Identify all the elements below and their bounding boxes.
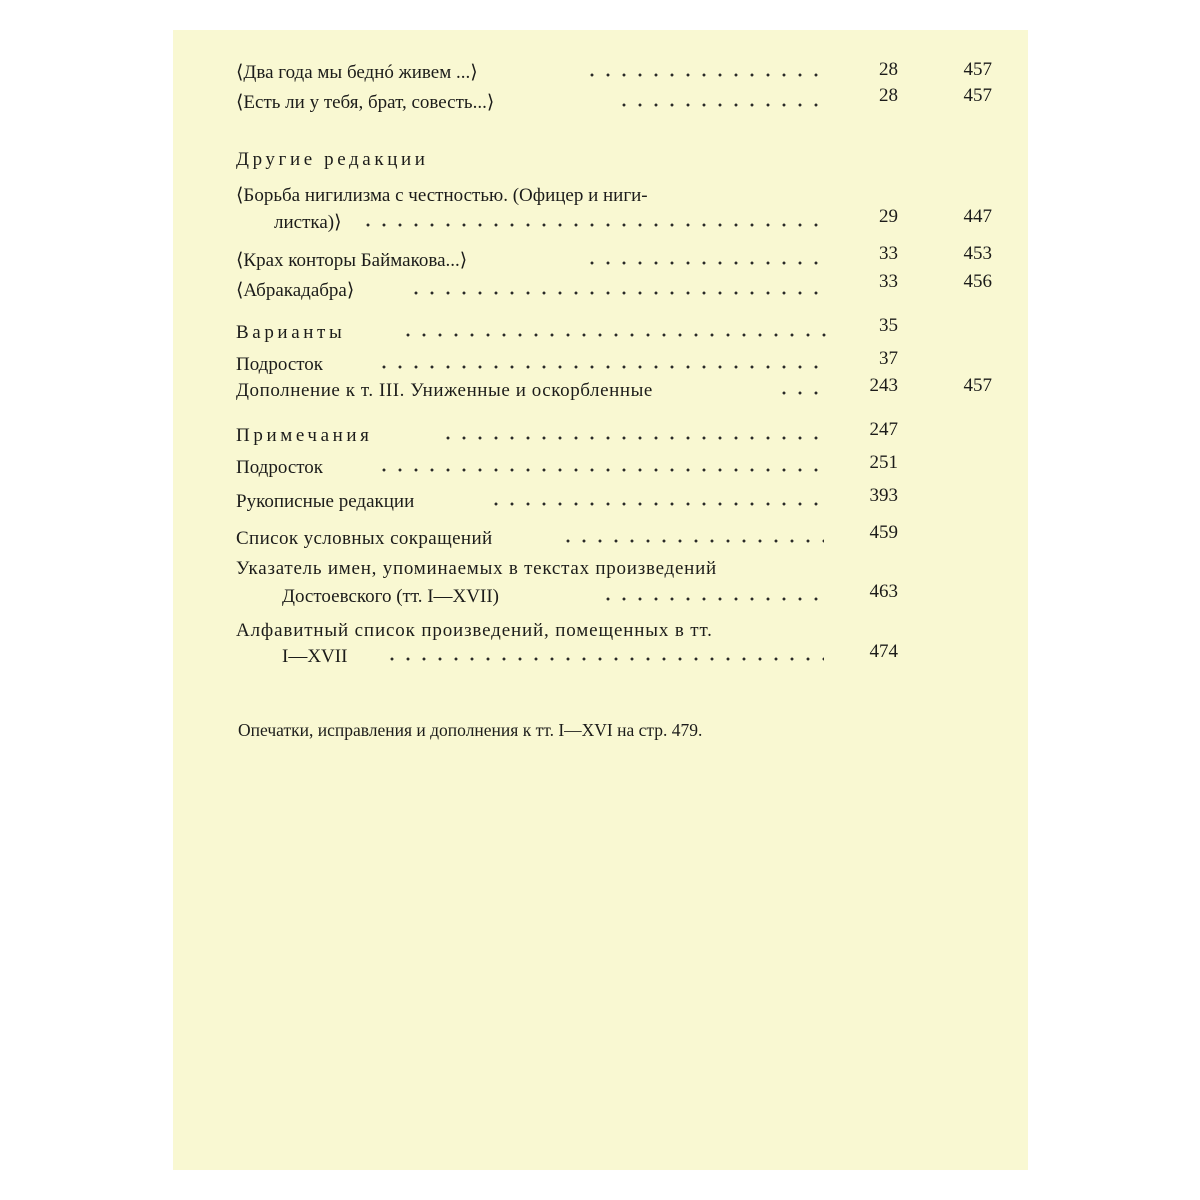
toc-entry-borba-title-line2: листка)⟩ bbox=[274, 212, 342, 233]
dot-leader bbox=[408, 290, 824, 296]
toc-entry-dopolnenie-title: Дополнение к т. III. Униженные и оскорбленные bbox=[236, 380, 653, 401]
toc-entry-est-li-page: 28 bbox=[879, 85, 898, 106]
toc-entry-abrakadabra-page: 33 bbox=[879, 271, 898, 292]
dot-leader bbox=[376, 364, 824, 370]
toc-entry-rukopisnye-page: 393 bbox=[869, 485, 898, 506]
toc-entry-ukazatel-title-line1: Указатель имен, упоминаемых в текстах произведений bbox=[236, 558, 717, 579]
dot-leader bbox=[584, 72, 824, 78]
toc-entry-krah-note-page: 453 bbox=[963, 243, 992, 264]
toc-entry-alfavit-page: 474 bbox=[869, 641, 898, 662]
errata-footnote: Опечатки, исправления и дополнения к тт. I—XVI на стр. 479. bbox=[238, 720, 703, 740]
toc-entry-ukazatel-title-line2: Достоевского (тт. I—XVII) bbox=[282, 586, 499, 607]
toc-entry-est-li-note-page: 457 bbox=[963, 85, 992, 106]
section-heading-primechaniya: Примечания bbox=[236, 425, 373, 446]
toc-entry-rukopisnye-title: Рукописные редакции bbox=[236, 491, 415, 512]
toc-entry-abrakadabra-note-page: 456 bbox=[963, 271, 992, 292]
toc-entry-podrostok-title: Подросток bbox=[236, 354, 324, 375]
toc-entry-dva-goda-title: ⟨Два года мы беднó живем ...⟩ bbox=[236, 62, 478, 83]
dot-leader bbox=[376, 467, 824, 473]
toc-entry-borba-title-line1: ⟨Борьба нигилизма с честностью. (Офицер и ниги- bbox=[236, 185, 648, 206]
toc-entry-podrostok-notes-page: 251 bbox=[869, 452, 898, 473]
section-heading-varianty: Варианты bbox=[236, 322, 346, 343]
toc-entry-krah-page: 33 bbox=[879, 243, 898, 264]
toc-entry-podrostok-notes-title: Подросток bbox=[236, 457, 324, 478]
toc-entry-spisok-page: 459 bbox=[869, 522, 898, 543]
toc-entry-ukazatel-page: 463 bbox=[869, 581, 898, 602]
toc-entry-varianty-page: 35 bbox=[879, 315, 898, 336]
section-heading-drugie-redaktsii: Другие редакции bbox=[236, 149, 429, 170]
toc-entry-dva-goda-page: 28 bbox=[879, 59, 898, 80]
toc-entry-spisok-title: Список условных сокращений bbox=[236, 528, 493, 549]
toc-entry-abrakadabra-title: ⟨Абракадабра⟩ bbox=[236, 280, 355, 301]
dot-leader bbox=[384, 656, 824, 662]
toc-entry-krah-title: ⟨Крах конторы Баймакова...⟩ bbox=[236, 250, 468, 271]
toc-entry-alfavit-title-line2: I—XVII bbox=[282, 646, 348, 667]
dot-leader bbox=[584, 260, 824, 266]
toc-entry-est-li-title: ⟨Есть ли у тебя, брат, совесть...⟩ bbox=[236, 92, 495, 113]
dot-leader bbox=[560, 538, 824, 544]
toc-entry-borba-note-page: 447 bbox=[963, 206, 992, 227]
dot-leader bbox=[616, 102, 824, 108]
toc-entry-dopolnenie-page: 243 bbox=[869, 375, 898, 396]
dot-leader bbox=[440, 435, 824, 441]
dot-leader bbox=[600, 596, 824, 602]
toc-entry-podrostok-page: 37 bbox=[879, 348, 898, 369]
dot-leader bbox=[400, 332, 832, 338]
dot-leader bbox=[488, 501, 824, 507]
toc-entry-alfavit-title-line1: Алфавитный список произведений, помещенных в тт. bbox=[236, 620, 713, 641]
toc-entry-borba-page: 29 bbox=[879, 206, 898, 227]
dot-leader bbox=[776, 390, 824, 396]
toc-entry-dopolnenie-note-page: 457 bbox=[963, 375, 992, 396]
toc-entry-primechaniya-page: 247 bbox=[869, 419, 898, 440]
dot-leader bbox=[360, 222, 824, 228]
toc-entry-dva-goda-note-page: 457 bbox=[963, 59, 992, 80]
